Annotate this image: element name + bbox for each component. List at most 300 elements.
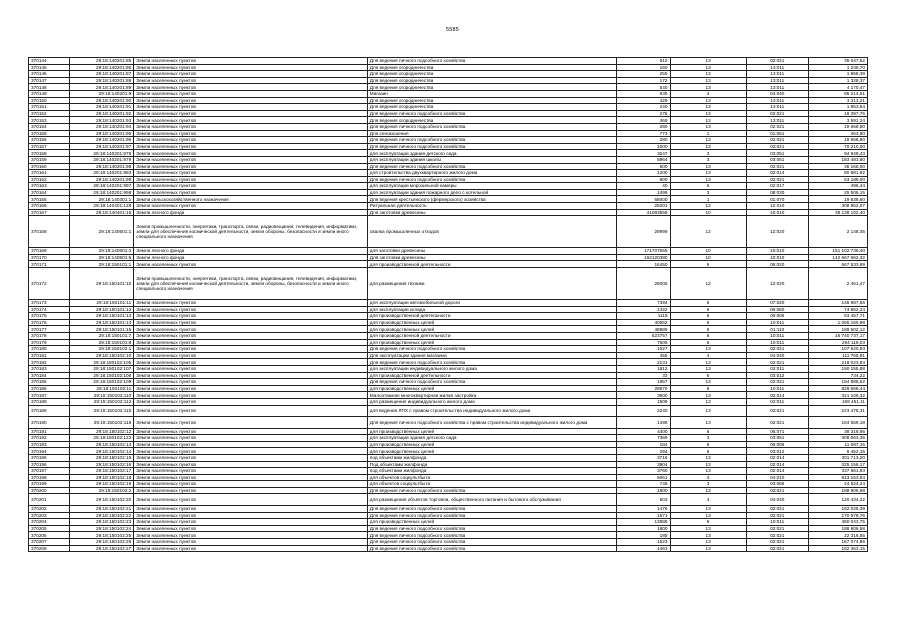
land-category-cell: Земли населенных пунктов [134,505,368,512]
permitted-use-cell: Для ведения личного подсобного хозяйства [367,176,617,183]
area-cell: 171707655 [617,248,670,255]
use-code-cell: 13:011 [746,104,808,111]
permitted-use-cell: Для ведения личного подсобного хозяйства [367,163,617,170]
land-category-cell: Земли населенных пунктов [134,84,368,91]
cadastral-number-cell: 29:18:140201:98 [70,163,134,170]
land-category-cell: Земли населенных пунктов [134,481,368,488]
cadastral-value-cell: 337 661,83 [808,468,867,475]
cadastral-value-cell: 19 658,80 [808,137,867,144]
cadastral-number-cell: 29:18:150101:13 [70,313,134,320]
group-cell: 12 [670,216,746,248]
land-category-cell: Земли населенных пунктов [134,183,368,190]
land-category-cell: Земли населенных пунктов [134,461,368,468]
cadastral-value-cell: 734,22 [808,372,867,379]
land-category-cell: Земли лесного фонда [134,248,368,255]
cadastral-value-cell: 188 906,58 [808,525,867,532]
table-row [29,448,868,455]
table-row [29,346,868,353]
cadastral-number-cell: 29:18:140201:91 [70,104,134,111]
cadastral-number-cell: 29:18:150102:13 [70,441,134,448]
permitted-use-cell: для объектов соцкультбыта [367,474,617,481]
cadastral-value-cell: 3 591,24 [808,117,867,124]
use-code-cell: 10:010 [746,254,808,261]
land-category-cell: Земли промышленности, энергетики, транспорта, связи, радиовещания, телевидения, информатики, земли для обеспечения космической деятельности, земли обороны, безопасности и земли иного специального назначения [134,268,368,300]
record-number-cell: 370205 [29,525,70,532]
use-code-cell: 13:011 [746,64,808,71]
group-cell: 6 [670,372,746,379]
use-code-cell: 06:006 [746,313,808,320]
record-number-cell: 370152 [29,110,70,117]
cadastral-number-cell: 29:18:150102:21 [70,505,134,512]
cadastral-value-cell: 463,80 [808,130,867,137]
cadastral-number-cell: 29:18:140401:15 [70,209,134,216]
group-cell: 6 [670,306,746,313]
group-cell: 6 [670,300,746,307]
group-cell: 1 [670,196,746,203]
land-category-cell: Земли населенных пунктов [134,339,368,346]
area-cell: 1800 [617,525,670,532]
record-number-cell: 370160 [29,163,70,170]
cadastral-number-cell: 29:18:150102:25 [70,532,134,539]
use-code-cell: 04:010 [746,474,808,481]
table-row [29,58,868,65]
table-row [29,359,868,366]
use-code-cell: 02:021 [746,545,808,552]
use-code-cell: 03:051 [746,150,808,157]
cadastral-value-cell: 567 533,99 [808,261,867,268]
permitted-use-cell: под объектами жилфонда [367,468,617,475]
area-cell: 280 [617,123,670,130]
land-category-cell: Земли населенных пунктов [134,261,368,268]
cadastral-number-cell: 29:18:150102:15 [70,454,134,461]
use-code-cell: 10:011 [746,385,808,392]
table-row [29,130,868,137]
table-row [29,372,868,379]
table-row [29,379,868,386]
table-row [29,385,868,392]
record-number-cell: 370201 [29,494,70,506]
record-number-cell: 370171 [29,261,70,268]
area-cell: 185 [617,532,670,539]
permitted-use-cell: Для заготовки древесины [367,254,617,261]
table-row [29,417,868,429]
land-category-cell: Земли населенных пунктов [134,392,368,399]
cadastral-number-cell: 29:18:150101:12 [70,306,134,313]
permitted-use-cell: Для ведения личного подсобного хозяйства [367,143,617,150]
record-number-cell: 370189 [29,405,70,417]
cadastral-value-cell: 162 025,39 [808,505,867,512]
record-number-cell: 370150 [29,97,70,104]
table-row [29,150,868,157]
land-category-cell: Земли населенных пунктов [134,333,368,340]
record-number-cell: 370156 [29,137,70,144]
cadastral-value-cell: 480 043,75 [808,519,867,526]
use-code-cell: 06:006 [746,441,808,448]
land-category-cell: Земли населенных пунктов [134,487,368,494]
land-category-cell: Земли населенных пунктов [134,352,368,359]
cadastral-number-cell: 29:18:140201:87 [70,71,134,78]
land-category-cell: Земли лесного фонда [134,209,368,216]
table-row [29,77,868,84]
permitted-use-cell: Для ведения личного подсобного хозяйства с правом строительства индивидуального жилого дома [367,417,617,429]
use-code-cell: 10:011 [746,333,808,340]
area-cell: 7369 [617,435,670,442]
group-cell: 13 [670,512,746,519]
land-category-cell: Земли населенных пунктов [134,417,368,429]
area-cell: 294 [617,448,670,455]
use-code-cell: 02:021 [746,143,808,150]
area-cell: 3247 [617,150,670,157]
land-category-cell: Земли населенных пунктов [134,58,368,65]
use-code-cell: 02:021 [746,163,808,170]
area-cell: 3716 [617,454,670,461]
area-cell: 16450 [617,261,670,268]
permitted-use-cell: для эксплуатации автомобильной дороги [367,300,617,307]
use-code-cell: 02:021 [746,110,808,117]
use-code-cell: 02:017 [746,183,808,190]
permitted-use-cell: Для ведения крестьянского (фермерского) хозяйства [367,196,617,203]
area-cell: 429 [617,97,670,104]
permitted-use-cell: Малоэтажная многоквартирная жилая застройка [367,392,617,399]
area-cell: 773 [617,130,670,137]
table-row [29,512,868,519]
land-category-cell: Земли населенных пунктов [134,512,368,519]
land-category-cell: Земли населенных пунктов [134,104,368,111]
record-number-cell: 370162 [29,176,70,183]
area-cell: 2240 [617,405,670,417]
permitted-use-cell: Под объектами жилфонда [367,461,617,468]
group-cell: 10 [670,209,746,216]
cadastral-number-cell: 29:18:140201:979 [70,156,134,163]
record-number-cell: 370174 [29,306,70,313]
permitted-use-cell: Для ведения личного подсобного хозяйства [367,512,617,519]
cadastral-value-cell: 164 559,18 [808,417,867,429]
group-cell: 6 [670,385,746,392]
area-cell: 41083558 [617,209,670,216]
table-row [29,339,868,346]
record-number-cell: 370153 [29,117,70,124]
group-cell: 13 [670,71,746,78]
permitted-use-cell: Для ведения личного подсобного хозяйства [367,538,617,545]
permitted-use-cell: Ритуальная деятельность [367,203,617,210]
group-cell: 6 [670,519,746,526]
record-number-cell: 370203 [29,512,70,519]
use-code-cell: 02:021 [746,58,808,65]
area-cell: 40652 [617,319,670,326]
cadastral-value-cell: 169 451,11 [808,398,867,405]
record-number-cell: 370180 [29,346,70,353]
cadastral-number-cell: 29:18:150102:1 [70,346,134,353]
group-cell: 13 [670,532,746,539]
land-category-cell: Земли населенных пунктов [134,163,368,170]
use-code-cell: 06:020 [746,261,808,268]
table-row [29,248,868,255]
area-cell: 1571 [617,512,670,519]
area-cell: 900 [617,176,670,183]
permitted-use-cell: для производственных целей [367,385,617,392]
record-number-cell: 370196 [29,461,70,468]
table-row [29,468,868,475]
record-number-cell: 370158 [29,150,70,157]
table-row [29,525,868,532]
permitted-use-cell: Для ведения личного подсобного хозяйства [367,110,617,117]
table-row [29,519,868,526]
permitted-use-cell: для эксплуатации здания пожарного депо с котельной [367,189,617,196]
record-number-cell: 370172 [29,268,70,300]
permitted-use-cell: Для ведения личного подсобного хозяйства [367,525,617,532]
permitted-use-cell: Для ведения личного подсобного хозяйства [367,137,617,144]
cadastral-number-cell: 29:18:140201:86 [70,64,134,71]
group-cell: 4 [670,352,746,359]
record-number-cell: 370155 [29,130,70,137]
permitted-use-cell: Для ведения личного подсобного хозяйства [367,487,617,494]
permitted-use-cell: Магазин [367,90,617,97]
group-cell: 13 [670,392,746,399]
group-cell: 13 [670,461,746,468]
permitted-use-cell: для производственной деятельности [367,313,617,320]
land-category-cell: Земли населенных пунктов [134,359,368,366]
cadastral-value-cell: 24 524,24 [808,481,867,488]
cadastral-value-cell: 63 457,71 [808,313,867,320]
cadastral-value-cell: 142 667 662,32 [808,254,867,261]
record-number-cell: 370200 [29,487,70,494]
group-cell: 13 [670,538,746,545]
area-cell: 40 [617,183,670,190]
cadastral-value-cell: 813 163,84 [808,474,867,481]
group-cell: 13 [670,176,746,183]
permitted-use-cell: Для ведения личного подсобного хозяйства [367,123,617,130]
group-cell: 13 [670,505,746,512]
area-cell: 160 [617,64,670,71]
cadastral-value-cell: 151 102 736,40 [808,248,867,255]
area-cell: 523757 [617,333,670,340]
permitted-use-cell: Для ведения личного подсобного хозяйства [367,545,617,552]
land-category-cell: Земли населенных пунктов [134,110,368,117]
cadastral-number-cell: 29:18:150102:122 [70,435,134,442]
record-number-cell: 370173 [29,300,70,307]
group-cell: 13 [670,163,746,170]
cadastral-value-cell: 18 397,76 [808,110,867,117]
registry-rows [29,58,868,552]
area-cell: 512 [617,58,670,65]
group-cell: 3 [670,189,746,196]
land-category-cell: Земли населенных пунктов [134,137,368,144]
group-cell: 13 [670,84,746,91]
cadastral-value-cell: 218 023,83 [808,359,867,366]
land-category-cell: Земли населенных пунктов [134,326,368,333]
cadastral-value-cell: 321 109,32 [808,392,867,399]
cadastral-number-cell: 29:18:150102:17 [70,468,134,475]
land-category-cell: Земли населенных пунктов [134,64,368,71]
permitted-use-cell: Для ведения огородничества [367,117,617,124]
group-cell: 13 [670,64,746,71]
permitted-use-cell: для эксплуатации индивидуального жилого дома [367,365,617,372]
cadastral-number-cell: 29:18:150102:16 [70,461,134,468]
cadastral-number-cell: 29:18:150102:20 [70,494,134,506]
use-code-cell: 02:021 [746,176,808,183]
land-category-cell: Земли населенных пунктов [134,150,368,157]
group-cell: 6 [670,261,746,268]
cadastral-number-cell: 29:18:140201:997 [70,183,134,190]
cadastral-number-cell: 29:18:150102:107 [70,365,134,372]
table-row [29,203,868,210]
land-category-cell: Земли населенных пунктов [134,306,368,313]
area-cell: 1509 [617,398,670,405]
use-code-cell: 02:021 [746,532,808,539]
table-row [29,313,868,320]
page-number: 5585 [445,27,460,33]
permitted-use-cell: для производственных целей [367,319,617,326]
group-cell: 6 [670,339,746,346]
table-row [29,254,868,261]
group-cell: 6 [670,448,746,455]
record-number-cell: 370191 [29,428,70,435]
cadastral-value-cell: 86 214,61 [808,90,867,97]
cadastral-number-cell: 29:18:150102:12 [70,428,134,435]
area-cell: 748 [617,481,670,488]
use-code-cell: 13:011 [746,84,808,91]
cadastral-number-cell: 29:18:140201:9 [70,90,134,97]
permitted-use-cell: для эксплуатации здания школы [367,156,617,163]
land-category-cell: Земли населенных пунктов [134,365,368,372]
use-code-cell: 01:110 [746,326,808,333]
cadastral-value-cell: 38 138 102,40 [808,209,867,216]
use-code-cell: 10:011 [746,339,808,346]
land-category-cell: Земли населенных пунктов [134,319,368,326]
land-category-cell: Земли населенных пунктов [134,156,368,163]
cadastral-value-cell: 19 836,60 [808,196,867,203]
cadastral-number-cell: 29:18:150101:11 [70,300,134,307]
group-cell: 13 [670,170,746,177]
use-code-cell: 04:040 [746,352,808,359]
group-cell: 13 [670,525,746,532]
cadastral-number-cell: 29:18:150102:118 [70,417,134,429]
land-category-cell: Земли населенных пунктов [134,123,368,130]
cadastral-number-cell: 29:18:140201:92 [70,110,134,117]
use-code-cell: 13:011 [746,71,808,78]
cadastral-number-cell: 29:18:150102:2 [70,487,134,494]
use-code-cell: 03:051 [746,156,808,163]
land-category-cell: Земли населенных пунктов [134,441,368,448]
use-code-cell: 10:010 [746,248,808,255]
table-row [29,494,868,506]
group-cell: 13 [670,143,746,150]
cadastral-number-cell: 29:18:150102:108 [70,372,134,379]
cadastral-number-cell: 29:18:150102:11 [70,385,134,392]
area-cell: 3904 [617,461,670,468]
table-row [29,300,868,307]
cadastral-value-cell: 294 118,03 [808,339,867,346]
permitted-use-cell: Для ведения личного подсобного хозяйства [367,346,617,353]
group-cell: 4 [670,494,746,506]
land-category-cell: Земли населенных пунктов [134,379,368,386]
cadastral-number-cell: 29:18:140201:96 [70,137,134,144]
record-number-cell: 370163 [29,183,70,190]
use-code-cell: 02:014 [746,170,808,177]
cadastral-number-cell: 29:18:150102:10 [70,352,134,359]
cadastral-number-cell: 29:18:150102:14 [70,448,134,455]
cadastral-number-cell: 29:18:150101:7 [70,333,134,340]
group-cell: 12 [670,203,746,210]
cadastral-value-cell: 19 658,80 [808,123,867,130]
land-category-cell: Земли населенных пунктов [134,405,368,417]
cadastral-value-cell: 1 328,37 [808,77,867,84]
area-cell: 1495 [617,189,670,196]
land-category-cell: Земли населенных пунктов [134,90,368,97]
cadastral-value-cell: 183 483,60 [808,156,867,163]
area-cell: 7394 [617,300,670,307]
cadastral-value-cell: 308 962,07 [808,203,867,210]
record-number-cell: 370149 [29,90,70,97]
cadastral-value-cell: 1 055 150,98 [808,319,867,326]
permitted-use-cell: для строительства двухквартирного жилого дома [367,170,617,177]
group-cell: 6 [670,428,746,435]
table-row [29,209,868,216]
record-number-cell: 370185 [29,379,70,386]
permitted-use-cell: для производственной деятельности [367,261,617,268]
permitted-use-cell: для заготовки древесины [367,248,617,255]
use-code-cell: 02:021 [746,512,808,519]
area-cell: 2131 [617,359,670,366]
group-cell: 13 [670,117,746,124]
cadastral-number-cell: 29:18:150102:22 [70,512,134,519]
cadastral-value-cell: 150 155,88 [808,365,867,372]
cadastral-number-cell: 29:18:150102:112 [70,398,134,405]
cadastral-number-cell: 29:18:150102:110 [70,392,134,399]
cadastral-value-cell: 3 313,21 [808,97,867,104]
permitted-use-cell: Для ведения огородничества [367,64,617,71]
area-cell: 240 [617,104,670,111]
cadastral-value-cell: 80 881,92 [808,170,867,177]
cadastral-number-cell: 29:18:150101:14 [70,319,134,326]
record-number-cell: 370157 [29,143,70,150]
cadastral-number-cell: 29:18:150101:15 [70,326,134,333]
land-category-cell: Земли населенных пунктов [134,454,368,461]
area-cell: 26005 [617,268,670,300]
table-row [29,435,868,442]
permitted-use-cell: свалка промышленных отходов [367,216,617,248]
use-code-cell: 03:066 [746,481,808,488]
land-category-cell: Земли населенных пунктов [134,468,368,475]
cadastral-value-cell: 223 478,31 [808,405,867,417]
use-code-cell: 13:011 [746,97,808,104]
land-category-cell: Земли населенных пунктов [134,300,368,307]
area-cell: 1800 [617,487,670,494]
land-registry-table [28,57,868,552]
cadastral-number-cell: 29:18:140501:6 [70,254,134,261]
permitted-use-cell: Для ведения личного подсобного хозяйства [367,505,617,512]
record-number-cell: 370204 [29,519,70,526]
use-code-cell: 02:021 [746,359,808,366]
table-row [29,163,868,170]
permitted-use-cell: для эксплуатации здания детского сада [367,150,617,157]
table-row [29,538,868,545]
cadastral-value-cell: 120 434,22 [808,494,867,506]
use-code-cell: 12:010 [746,203,808,210]
group-cell: 13 [670,104,746,111]
cadastral-value-cell: 107 620,83 [808,346,867,353]
table-row [29,176,868,183]
table-row [29,352,868,359]
area-cell: 503 [617,494,670,506]
record-number-cell: 370177 [29,326,70,333]
permitted-use-cell: Для ведения огородничества [367,71,617,78]
record-number-cell: 370188 [29,398,70,405]
use-code-cell: 10:011 [746,319,808,326]
group-cell: 10 [670,248,746,255]
cadastral-value-cell: 1 853,54 [808,104,867,111]
record-number-cell: 370183 [29,365,70,372]
